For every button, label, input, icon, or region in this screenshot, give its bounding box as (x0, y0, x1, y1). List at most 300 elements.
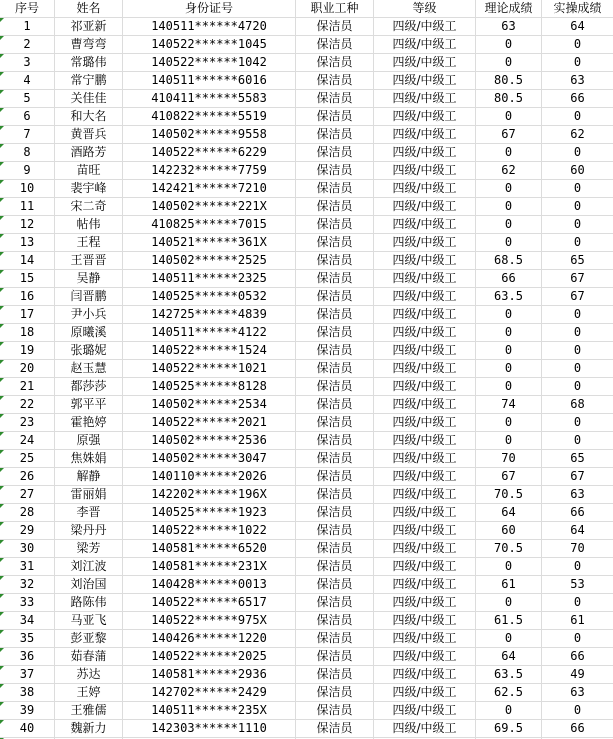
table-row (0, 18, 613, 36)
spreadsheet-cell[interactable]: 四级/中级工 (374, 180, 476, 198)
spreadsheet-cell[interactable]: 64 (476, 648, 542, 666)
spreadsheet-cell[interactable]: 和大名 (55, 108, 123, 126)
spreadsheet-cell[interactable]: 保洁员 (296, 360, 374, 378)
spreadsheet-cell[interactable]: 保洁员 (296, 666, 374, 684)
spreadsheet-cell[interactable]: 2 (0, 36, 55, 54)
spreadsheet-cell[interactable]: 61.5 (476, 612, 542, 630)
spreadsheet-cell[interactable]: 张璐妮 (55, 342, 123, 360)
spreadsheet-cell[interactable]: 郭平平 (55, 396, 123, 414)
spreadsheet-cell[interactable]: 四级/中级工 (374, 630, 476, 648)
spreadsheet-cell[interactable]: 63 (542, 684, 613, 702)
spreadsheet-cell[interactable]: 0 (542, 36, 613, 54)
spreadsheet-cell[interactable]: 0 (542, 180, 613, 198)
spreadsheet-cell[interactable]: 0 (542, 630, 613, 648)
spreadsheet-cell[interactable]: 尹小兵 (55, 306, 123, 324)
spreadsheet-cell[interactable]: 61 (476, 576, 542, 594)
spreadsheet-cell[interactable]: 王程 (55, 234, 123, 252)
spreadsheet-cell[interactable]: 保洁员 (296, 126, 374, 144)
column-header-cell[interactable]: 职业工种 (296, 0, 374, 18)
spreadsheet-cell[interactable]: 0 (476, 234, 542, 252)
spreadsheet-cell[interactable]: 保洁员 (296, 594, 374, 612)
spreadsheet-cell[interactable]: 原曦溪 (55, 324, 123, 342)
spreadsheet-cell[interactable]: 保洁员 (296, 216, 374, 234)
spreadsheet-cell[interactable]: 王雅儒 (55, 702, 123, 720)
spreadsheet-cell[interactable]: 64 (542, 522, 613, 540)
spreadsheet-cell[interactable]: 140511******4122 (123, 324, 296, 342)
spreadsheet-cell[interactable]: 0 (476, 198, 542, 216)
spreadsheet-cell[interactable]: 26 (0, 468, 55, 486)
spreadsheet-cell[interactable]: 29 (0, 522, 55, 540)
spreadsheet-cell[interactable]: 0 (542, 324, 613, 342)
spreadsheet-cell[interactable]: 保洁员 (296, 558, 374, 576)
spreadsheet-cell[interactable]: 马亚飞 (55, 612, 123, 630)
spreadsheet-cell[interactable]: 140525******8128 (123, 378, 296, 396)
spreadsheet-cell[interactable]: 34 (0, 612, 55, 630)
spreadsheet-cell[interactable]: 祁亚新 (55, 18, 123, 36)
spreadsheet-cell[interactable]: 四级/中级工 (374, 522, 476, 540)
spreadsheet-cell[interactable]: 28 (0, 504, 55, 522)
spreadsheet-cell[interactable]: 16 (0, 288, 55, 306)
spreadsheet-cell[interactable]: 140511******235X (123, 702, 296, 720)
spreadsheet-cell[interactable]: 四级/中级工 (374, 396, 476, 414)
spreadsheet-cell[interactable]: 66 (542, 648, 613, 666)
spreadsheet-cell[interactable]: 140502******3047 (123, 450, 296, 468)
spreadsheet-cell[interactable]: 140522******1042 (123, 54, 296, 72)
spreadsheet-cell[interactable]: 保洁员 (296, 396, 374, 414)
spreadsheet-cell[interactable]: 保洁员 (296, 504, 374, 522)
spreadsheet-cell[interactable]: 63 (542, 486, 613, 504)
spreadsheet-cell[interactable]: 0 (542, 108, 613, 126)
spreadsheet-cell[interactable]: 四级/中级工 (374, 324, 476, 342)
spreadsheet-cell[interactable]: 142303******1110 (123, 720, 296, 738)
spreadsheet-cell[interactable]: 65 (542, 252, 613, 270)
spreadsheet-cell[interactable]: 140511******4720 (123, 18, 296, 36)
spreadsheet-cell[interactable]: 四级/中级工 (374, 234, 476, 252)
spreadsheet-cell[interactable]: 63.5 (476, 288, 542, 306)
spreadsheet-cell[interactable]: 0 (476, 378, 542, 396)
error-indicator-icon (0, 378, 4, 382)
spreadsheet-cell[interactable]: 王婷 (55, 684, 123, 702)
spreadsheet-cell[interactable]: 保洁员 (296, 144, 374, 162)
spreadsheet-cell[interactable]: 解静 (55, 468, 123, 486)
spreadsheet-cell[interactable]: 0 (476, 432, 542, 450)
spreadsheet-cell[interactable]: 苗旺 (55, 162, 123, 180)
spreadsheet-cell[interactable]: 140522******2025 (123, 648, 296, 666)
spreadsheet-cell[interactable]: 保洁员 (296, 36, 374, 54)
spreadsheet-cell[interactable]: 140522******1045 (123, 36, 296, 54)
spreadsheet-cell[interactable]: 140522******2021 (123, 414, 296, 432)
spreadsheet-cell[interactable]: 保洁员 (296, 342, 374, 360)
spreadsheet-cell[interactable]: 4 (0, 72, 55, 90)
spreadsheet-cell[interactable]: 0 (476, 630, 542, 648)
spreadsheet-cell[interactable]: 20 (0, 360, 55, 378)
spreadsheet-cell[interactable]: 四级/中级工 (374, 306, 476, 324)
spreadsheet-cell[interactable]: 保洁员 (296, 378, 374, 396)
spreadsheet-cell[interactable]: 刘江波 (55, 558, 123, 576)
spreadsheet-cell[interactable]: 140511******2325 (123, 270, 296, 288)
spreadsheet-cell[interactable]: 保洁员 (296, 522, 374, 540)
spreadsheet-cell[interactable]: 140502******9558 (123, 126, 296, 144)
spreadsheet-cell[interactable]: 65 (542, 450, 613, 468)
spreadsheet-cell[interactable]: 四级/中级工 (374, 18, 476, 36)
spreadsheet-cell[interactable]: 67 (542, 288, 613, 306)
spreadsheet-cell[interactable]: 保洁员 (296, 540, 374, 558)
spreadsheet-cell[interactable]: 0 (476, 108, 542, 126)
table-row (0, 468, 613, 486)
spreadsheet-cell[interactable]: 410825******7015 (123, 216, 296, 234)
spreadsheet-cell[interactable]: 梁丹丹 (55, 522, 123, 540)
spreadsheet-cell[interactable]: 64 (542, 18, 613, 36)
spreadsheet-cell[interactable]: 保洁员 (296, 576, 374, 594)
spreadsheet-cell[interactable]: 68 (542, 396, 613, 414)
spreadsheet-cell[interactable]: 80.5 (476, 90, 542, 108)
spreadsheet-cell[interactable]: 帖伟 (55, 216, 123, 234)
spreadsheet-cell[interactable]: 0 (476, 180, 542, 198)
spreadsheet-cell[interactable]: 63 (476, 18, 542, 36)
spreadsheet-cell[interactable]: 王晋晋 (55, 252, 123, 270)
spreadsheet-cell[interactable]: 雷丽娟 (55, 486, 123, 504)
spreadsheet-cell[interactable]: 19 (0, 342, 55, 360)
spreadsheet-cell[interactable]: 四级/中级工 (374, 666, 476, 684)
spreadsheet-cell[interactable]: 保洁员 (296, 198, 374, 216)
spreadsheet-cell[interactable]: 68.5 (476, 252, 542, 270)
spreadsheet-cell[interactable]: 6 (0, 108, 55, 126)
spreadsheet-cell[interactable]: 142725******4839 (123, 306, 296, 324)
spreadsheet-cell[interactable]: 保洁员 (296, 252, 374, 270)
spreadsheet-cell[interactable]: 0 (542, 306, 613, 324)
spreadsheet-cell[interactable]: 魏新力 (55, 720, 123, 738)
column-header-cell[interactable]: 理论成绩 (476, 0, 542, 18)
spreadsheet-cell[interactable]: 路陈伟 (55, 594, 123, 612)
spreadsheet-cell[interactable]: 140426******1220 (123, 630, 296, 648)
column-header-cell[interactable]: 序号 (0, 0, 55, 18)
spreadsheet-cell[interactable]: 142232******7759 (123, 162, 296, 180)
spreadsheet-cell[interactable]: 62 (542, 126, 613, 144)
spreadsheet-cell[interactable]: 0 (476, 414, 542, 432)
spreadsheet-cell[interactable]: 22 (0, 396, 55, 414)
spreadsheet-cell[interactable]: 69.5 (476, 720, 542, 738)
spreadsheet-cell[interactable]: 31 (0, 558, 55, 576)
spreadsheet-cell[interactable]: 140525******0532 (123, 288, 296, 306)
table-row (0, 396, 613, 414)
spreadsheet-cell[interactable]: 霍艳婷 (55, 414, 123, 432)
spreadsheet-cell[interactable]: 四级/中级工 (374, 126, 476, 144)
spreadsheet-cell[interactable]: 四级/中级工 (374, 144, 476, 162)
spreadsheet-cell[interactable]: 0 (542, 702, 613, 720)
spreadsheet-cell[interactable]: 四级/中级工 (374, 684, 476, 702)
spreadsheet-cell[interactable]: 0 (476, 558, 542, 576)
spreadsheet-cell[interactable]: 0 (542, 54, 613, 72)
spreadsheet-cell[interactable]: 0 (476, 342, 542, 360)
spreadsheet-cell[interactable]: 62.5 (476, 684, 542, 702)
spreadsheet-cell[interactable]: 140525******1923 (123, 504, 296, 522)
spreadsheet-cell[interactable]: 四级/中级工 (374, 72, 476, 90)
spreadsheet-cell[interactable]: 66 (542, 720, 613, 738)
spreadsheet-cell[interactable]: 0 (542, 198, 613, 216)
spreadsheet-cell[interactable]: 保洁员 (296, 432, 374, 450)
spreadsheet-cell[interactable]: 140511******6016 (123, 72, 296, 90)
spreadsheet-cell[interactable]: 74 (476, 396, 542, 414)
error-indicator-icon (0, 486, 4, 490)
spreadsheet-cell[interactable]: 四级/中级工 (374, 720, 476, 738)
spreadsheet-cell[interactable]: 35 (0, 630, 55, 648)
spreadsheet-cell[interactable]: 140522******6517 (123, 594, 296, 612)
spreadsheet-cell[interactable]: 保洁员 (296, 720, 374, 738)
spreadsheet-cell[interactable]: 苏达 (55, 666, 123, 684)
spreadsheet-cell[interactable]: 140581******231X (123, 558, 296, 576)
spreadsheet-cell[interactable]: 0 (542, 234, 613, 252)
column-header-cell[interactable]: 实操成绩 (542, 0, 613, 18)
spreadsheet-cell[interactable]: 都莎莎 (55, 378, 123, 396)
spreadsheet-cell[interactable]: 25 (0, 450, 55, 468)
spreadsheet-cell[interactable]: 四级/中级工 (374, 90, 476, 108)
spreadsheet-cell[interactable]: 12 (0, 216, 55, 234)
spreadsheet-cell[interactable]: 18 (0, 324, 55, 342)
spreadsheet-cell[interactable]: 0 (476, 324, 542, 342)
spreadsheet-cell[interactable]: 保洁员 (296, 108, 374, 126)
spreadsheet-cell[interactable]: 四级/中级工 (374, 288, 476, 306)
spreadsheet-cell[interactable]: 保洁员 (296, 90, 374, 108)
spreadsheet-cell[interactable]: 60 (542, 162, 613, 180)
spreadsheet-cell[interactable]: 33 (0, 594, 55, 612)
spreadsheet-cell[interactable]: 四级/中级工 (374, 486, 476, 504)
spreadsheet-cell[interactable]: 140581******6520 (123, 540, 296, 558)
spreadsheet-cell[interactable]: 140522******1021 (123, 360, 296, 378)
spreadsheet-cell[interactable]: 0 (476, 54, 542, 72)
spreadsheet-cell[interactable]: 0 (542, 432, 613, 450)
spreadsheet-cell[interactable]: 0 (542, 216, 613, 234)
spreadsheet-cell[interactable]: 茹春蒲 (55, 648, 123, 666)
spreadsheet-cell[interactable]: 11 (0, 198, 55, 216)
spreadsheet-cell[interactable]: 四级/中级工 (374, 468, 476, 486)
spreadsheet-cell[interactable]: 0 (476, 144, 542, 162)
spreadsheet-cell[interactable]: 保洁员 (296, 702, 374, 720)
spreadsheet-cell[interactable]: 1 (0, 18, 55, 36)
spreadsheet-cell[interactable]: 0 (542, 414, 613, 432)
spreadsheet-cell[interactable]: 保洁员 (296, 162, 374, 180)
spreadsheet-cell[interactable]: 140502******2536 (123, 432, 296, 450)
spreadsheet-cell[interactable]: 四级/中级工 (374, 270, 476, 288)
spreadsheet-cell[interactable]: 闫晋鹏 (55, 288, 123, 306)
spreadsheet-cell[interactable]: 0 (542, 378, 613, 396)
spreadsheet-cell[interactable]: 49 (542, 666, 613, 684)
spreadsheet-cell[interactable]: 142421******7210 (123, 180, 296, 198)
spreadsheet-cell[interactable]: 53 (542, 576, 613, 594)
spreadsheet-cell[interactable]: 四级/中级工 (374, 360, 476, 378)
spreadsheet-cell[interactable]: 27 (0, 486, 55, 504)
spreadsheet-cell[interactable]: 140522******1524 (123, 342, 296, 360)
spreadsheet-cell[interactable]: 36 (0, 648, 55, 666)
spreadsheet-cell[interactable]: 64 (476, 504, 542, 522)
spreadsheet-cell[interactable]: 彭亚黎 (55, 630, 123, 648)
spreadsheet-cell[interactable]: 四级/中级工 (374, 54, 476, 72)
spreadsheet-cell[interactable]: 66 (542, 90, 613, 108)
spreadsheet-cell[interactable]: 10 (0, 180, 55, 198)
spreadsheet-cell[interactable]: 保洁员 (296, 450, 374, 468)
spreadsheet-cell[interactable]: 焦姝娟 (55, 450, 123, 468)
spreadsheet-cell[interactable]: 原强 (55, 432, 123, 450)
spreadsheet-cell[interactable]: 四级/中级工 (374, 252, 476, 270)
spreadsheet-cell[interactable]: 140522******975X (123, 612, 296, 630)
spreadsheet-cell[interactable]: 14 (0, 252, 55, 270)
spreadsheet-cell[interactable]: 60 (476, 522, 542, 540)
spreadsheet-cell[interactable]: 保洁员 (296, 306, 374, 324)
column-header-cell[interactable]: 姓名 (55, 0, 123, 18)
spreadsheet-cell[interactable]: 四级/中级工 (374, 702, 476, 720)
spreadsheet-cell[interactable]: 67 (476, 126, 542, 144)
spreadsheet-cell[interactable]: 410411******5583 (123, 90, 296, 108)
spreadsheet-cell[interactable]: 宋二奇 (55, 198, 123, 216)
spreadsheet-cell[interactable]: 四级/中级工 (374, 378, 476, 396)
spreadsheet-cell[interactable]: 140522******6229 (123, 144, 296, 162)
spreadsheet-cell[interactable]: 四级/中级工 (374, 36, 476, 54)
spreadsheet-cell[interactable]: 70.5 (476, 486, 542, 504)
spreadsheet-cell[interactable]: 142202******196X (123, 486, 296, 504)
spreadsheet-cell[interactable]: 保洁员 (296, 180, 374, 198)
table-row (0, 270, 613, 288)
table-row (0, 648, 613, 666)
error-indicator-icon (0, 594, 4, 598)
spreadsheet-cell[interactable]: 保洁员 (296, 612, 374, 630)
spreadsheet-cell[interactable]: 0 (476, 360, 542, 378)
spreadsheet-cell[interactable]: 140521******361X (123, 234, 296, 252)
spreadsheet-cell[interactable]: 40 (0, 720, 55, 738)
spreadsheet-cell[interactable]: 李晋 (55, 504, 123, 522)
spreadsheet-cell[interactable]: 保洁员 (296, 630, 374, 648)
spreadsheet-cell[interactable]: 67 (542, 270, 613, 288)
spreadsheet-cell[interactable]: 四级/中级工 (374, 414, 476, 432)
spreadsheet-cell[interactable]: 15 (0, 270, 55, 288)
spreadsheet-cell[interactable]: 保洁员 (296, 324, 374, 342)
table-row (0, 684, 613, 702)
spreadsheet-cell[interactable]: 142702******2429 (123, 684, 296, 702)
spreadsheet-cell[interactable]: 140428******0013 (123, 576, 296, 594)
spreadsheet-cell[interactable]: 裴宇峰 (55, 180, 123, 198)
column-header-cell[interactable]: 等级 (374, 0, 476, 18)
spreadsheet-cell[interactable]: 曹弯弯 (55, 36, 123, 54)
spreadsheet-cell[interactable]: 13 (0, 234, 55, 252)
spreadsheet-cell[interactable]: 8 (0, 144, 55, 162)
spreadsheet-cell[interactable]: 3 (0, 54, 55, 72)
spreadsheet-cell[interactable]: 保洁员 (296, 234, 374, 252)
spreadsheet-cell[interactable]: 0 (476, 306, 542, 324)
spreadsheet-cell[interactable]: 关佳佳 (55, 90, 123, 108)
spreadsheet-cell[interactable]: 保洁员 (296, 54, 374, 72)
spreadsheet-cell[interactable]: 四级/中级工 (374, 504, 476, 522)
spreadsheet-cell[interactable]: 保洁员 (296, 684, 374, 702)
spreadsheet-cell[interactable]: 140522******1022 (123, 522, 296, 540)
spreadsheet-cell[interactable]: 保洁员 (296, 486, 374, 504)
spreadsheet-cell[interactable]: 四级/中级工 (374, 162, 476, 180)
spreadsheet-cell[interactable]: 67 (542, 468, 613, 486)
spreadsheet-cell[interactable]: 四级/中级工 (374, 342, 476, 360)
spreadsheet-cell[interactable]: 四级/中级工 (374, 540, 476, 558)
spreadsheet-cell[interactable]: 0 (476, 36, 542, 54)
spreadsheet-cell[interactable]: 0 (542, 558, 613, 576)
spreadsheet-cell[interactable]: 保洁员 (296, 18, 374, 36)
spreadsheet-cell[interactable]: 67 (476, 468, 542, 486)
spreadsheet-cell[interactable]: 保洁员 (296, 72, 374, 90)
spreadsheet-cell[interactable]: 140502******2525 (123, 252, 296, 270)
spreadsheet-cell[interactable]: 刘治国 (55, 576, 123, 594)
table-row (0, 162, 613, 180)
spreadsheet-cell[interactable]: 61 (542, 612, 613, 630)
spreadsheet-cell[interactable]: 38 (0, 684, 55, 702)
spreadsheet-cell[interactable]: 四级/中级工 (374, 576, 476, 594)
spreadsheet-cell[interactable]: 保洁员 (296, 468, 374, 486)
spreadsheet-cell[interactable]: 140581******2936 (123, 666, 296, 684)
spreadsheet-cell[interactable]: 5 (0, 90, 55, 108)
spreadsheet-cell[interactable]: 30 (0, 540, 55, 558)
spreadsheet-cell[interactable]: 四级/中级工 (374, 558, 476, 576)
spreadsheet-cell[interactable]: 常宁鹏 (55, 72, 123, 90)
spreadsheet-cell[interactable]: 62 (476, 162, 542, 180)
spreadsheet-cell[interactable]: 0 (476, 594, 542, 612)
spreadsheet-cell[interactable]: 0 (542, 342, 613, 360)
spreadsheet-cell[interactable]: 140502******221X (123, 198, 296, 216)
spreadsheet-cell[interactable]: 吴静 (55, 270, 123, 288)
spreadsheet-cell[interactable]: 0 (542, 144, 613, 162)
spreadsheet-cell[interactable]: 24 (0, 432, 55, 450)
spreadsheet-cell[interactable]: 酒路芳 (55, 144, 123, 162)
spreadsheet-cell[interactable]: 410822******5519 (123, 108, 296, 126)
spreadsheet-cell[interactable]: 17 (0, 306, 55, 324)
spreadsheet-cell[interactable]: 70 (542, 540, 613, 558)
spreadsheet-cell[interactable]: 四级/中级工 (374, 108, 476, 126)
spreadsheet-cell[interactable]: 70 (476, 450, 542, 468)
spreadsheet-cell[interactable]: 0 (542, 360, 613, 378)
spreadsheet-cell[interactable]: 梁芳 (55, 540, 123, 558)
spreadsheet-cell[interactable]: 23 (0, 414, 55, 432)
spreadsheet-cell[interactable]: 9 (0, 162, 55, 180)
error-indicator-icon (0, 324, 4, 328)
spreadsheet-cell[interactable]: 39 (0, 702, 55, 720)
spreadsheet-cell[interactable]: 常璐伟 (55, 54, 123, 72)
spreadsheet-cell[interactable]: 80.5 (476, 72, 542, 90)
spreadsheet-cell[interactable]: 63.5 (476, 666, 542, 684)
table-row (0, 72, 613, 90)
spreadsheet-cell[interactable]: 四级/中级工 (374, 198, 476, 216)
spreadsheet-cell[interactable]: 0 (476, 702, 542, 720)
spreadsheet-cell[interactable]: 21 (0, 378, 55, 396)
error-indicator-icon (0, 198, 4, 202)
spreadsheet-cell[interactable]: 四级/中级工 (374, 432, 476, 450)
spreadsheet-cell[interactable]: 66 (542, 504, 613, 522)
spreadsheet-cell[interactable]: 37 (0, 666, 55, 684)
spreadsheet-cell[interactable]: 四级/中级工 (374, 612, 476, 630)
spreadsheet-cell[interactable]: 0 (542, 594, 613, 612)
spreadsheet-cell[interactable]: 黄晋兵 (55, 126, 123, 144)
spreadsheet-cell[interactable]: 四级/中级工 (374, 450, 476, 468)
spreadsheet-cell[interactable]: 保洁员 (296, 414, 374, 432)
spreadsheet-cell[interactable]: 赵玉慧 (55, 360, 123, 378)
spreadsheet-cell[interactable]: 32 (0, 576, 55, 594)
spreadsheet-cell[interactable]: 70.5 (476, 540, 542, 558)
spreadsheet-cell[interactable]: 140110******2026 (123, 468, 296, 486)
spreadsheet-cell[interactable]: 63 (542, 72, 613, 90)
spreadsheet-cell[interactable]: 0 (476, 216, 542, 234)
spreadsheet-cell[interactable]: 四级/中级工 (374, 594, 476, 612)
spreadsheet-cell[interactable]: 140502******2534 (123, 396, 296, 414)
spreadsheet-cell[interactable]: 7 (0, 126, 55, 144)
column-header-cell[interactable]: 身份证号 (123, 0, 296, 18)
spreadsheet-cell[interactable]: 保洁员 (296, 270, 374, 288)
spreadsheet-cell[interactable]: 四级/中级工 (374, 216, 476, 234)
spreadsheet-cell[interactable]: 保洁员 (296, 288, 374, 306)
spreadsheet-cell[interactable]: 保洁员 (296, 648, 374, 666)
spreadsheet-cell[interactable]: 四级/中级工 (374, 648, 476, 666)
spreadsheet-cell[interactable]: 66 (476, 270, 542, 288)
